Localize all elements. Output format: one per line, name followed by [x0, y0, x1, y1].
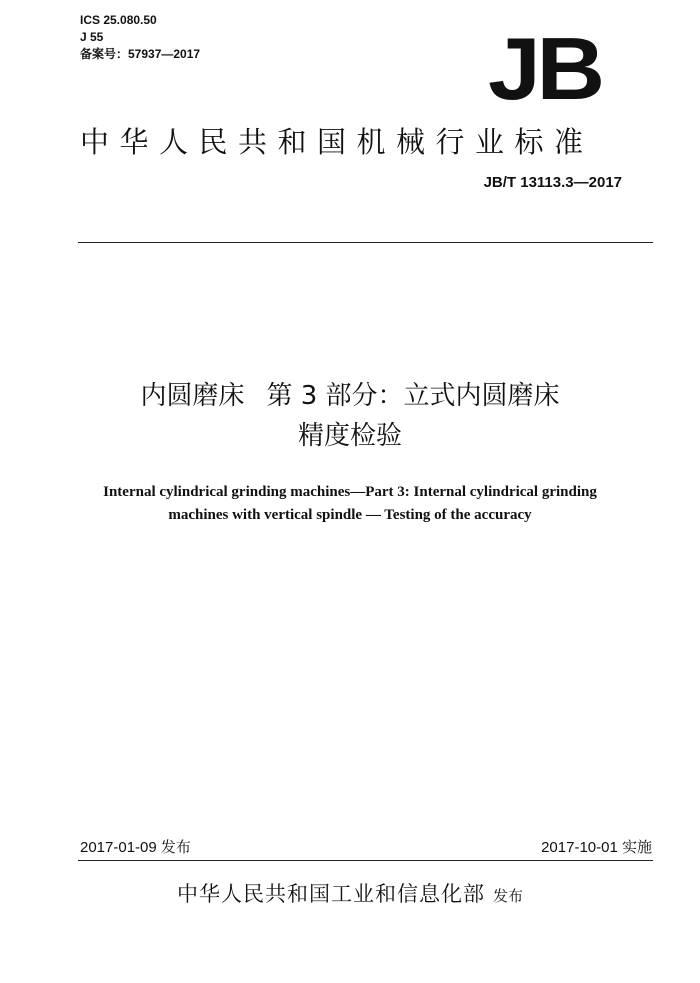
- document-title-cn: [0, 376, 700, 456]
- issue-date: 2017-01-09 发布: [80, 839, 191, 856]
- bottom-divider: [78, 860, 653, 861]
- industry-standard-title: 中华人民共和国机械行业标准: [80, 125, 594, 159]
- title-en-line2: machines with vertical spindle — Testing of the accuracy: [168, 507, 532, 523]
- implementation-date: 2017-10-01 实施: [541, 839, 652, 856]
- filing-number: 备案号：57937—2017: [80, 47, 201, 61]
- top-divider: [78, 242, 653, 243]
- classification-block: [80, 12, 200, 63]
- title-cn-part1: 内圆磨床: [140, 381, 245, 411]
- title-en-line1: Internal cylindrical grinding machines—Part 3: Internal cylindrical grinding: [103, 484, 597, 500]
- ics-code: ICS 25.080.50: [80, 13, 157, 27]
- document-title-en: [0, 481, 700, 527]
- jb-logo: JB: [488, 19, 601, 118]
- standard-number: JB/T 13113.3—2017: [483, 174, 622, 191]
- title-cn-part2: 第 3 部分：立式内圆磨床: [266, 381, 560, 411]
- publisher-line: [0, 878, 700, 908]
- title-cn-line2: 精度检验: [297, 421, 402, 451]
- class-code: J 55: [80, 30, 104, 44]
- publisher-name: 中华人民共和国工业和信息化部: [176, 882, 485, 906]
- publish-word: 发布: [492, 887, 523, 905]
